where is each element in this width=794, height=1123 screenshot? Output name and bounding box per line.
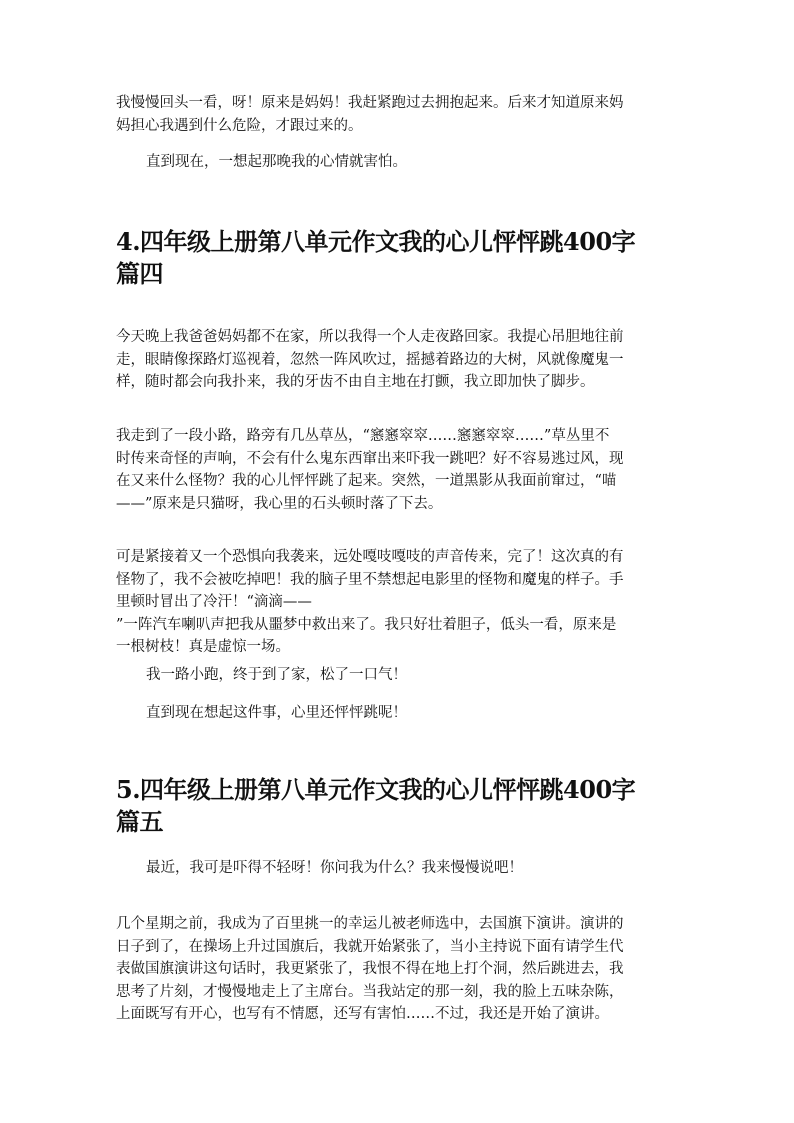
section-heading-5: 5.四年级上册第八单元作文我的心儿怦怦跳400字 篇五 — [116, 775, 636, 836]
paragraph-scared-lately: 最近，我可是吓得不轻呀！你问我为什么？我来慢慢说吧！ — [146, 860, 523, 876]
paragraph-grass-noise: 我走到了一段小路，路旁有几丛草丛，“窸窸窣窣……窸窸窣窣……”草丛里不 时传来奇怪的声响，不会有什么鬼东西窜出来吓我一跳吧？好不容易逃过风，现 在又来什么怪物？我的心儿怦怦跳了起来。突然，一道黑影从我面前窜过，“喵 ——”原来是只猫呀，我心里的石头顿时落了下去。 — [116, 428, 624, 512]
paragraph-still-scared: 直到现在，一想起那晚我的心情就害怕。 — [146, 154, 407, 170]
paragraph-heart-beating: 直到现在想起这件事，心里还怦怦跳呢！ — [146, 705, 407, 721]
section-heading-4: 4.四年级上册第八单元作文我的心儿怦怦跳400字 篇四 — [116, 227, 636, 288]
paragraph-night-walk: 今天晚上我爸爸妈妈都不在家，所以我得一个人走夜路回家。我提心吊胆地往前 走，眼睛像探路灯巡视着，忽然一阵风吹过，摇撼着路边的大树，风就像魔鬼一 样，随时都会向我扑来，我的牙齿不由自主地在打颤，我立即加快了脚步。 — [116, 329, 624, 390]
paragraph-flag-speech: 几个星期之前，我成为了百里挑一的幸运儿被老师选中，去国旗下演讲。演讲的 日子到了，在操场上升过国旗后，我就开始紧张了，当小主持说下面有请学生代 表做国旗演讲这句话时，我更紧张了，我恨不得在地上打个洞，然后跳进去，我 思考了片刻，才慢慢地走上了主席台。当我站定的那一刻，我的脸上五味杂陈， 上面既写有开心，也写有不情愿，还写有害怕……不过，我还是开始了演讲。 — [116, 916, 624, 1022]
paragraph-monster-fear: 可是紧接着又一个恐惧向我袭来，远处嘎吱嘎吱的声音传来，完了！这次真的有 怪物了，我不会被吃掉吧！我的脑子里不禁想起电影里的怪物和魔鬼的样子。手 里顿时冒出了冷汗！“滴滴—— ”一阵汽车喇叭声把我从噩梦中救出来了。我只好壮着胆子，低头一看，原来是 一根树枝！真是虚惊一场。 — [116, 549, 624, 655]
paragraph-mom-found: 我慢慢回头一看，呀！原来是妈妈！我赶紧跑过去拥抱起来。后来才知道原来妈 妈担心我遇到什么危险，才跟过来的。 — [116, 95, 624, 134]
paragraph-got-home: 我一路小跑，终于到了家，松了一口气！ — [146, 667, 407, 683]
